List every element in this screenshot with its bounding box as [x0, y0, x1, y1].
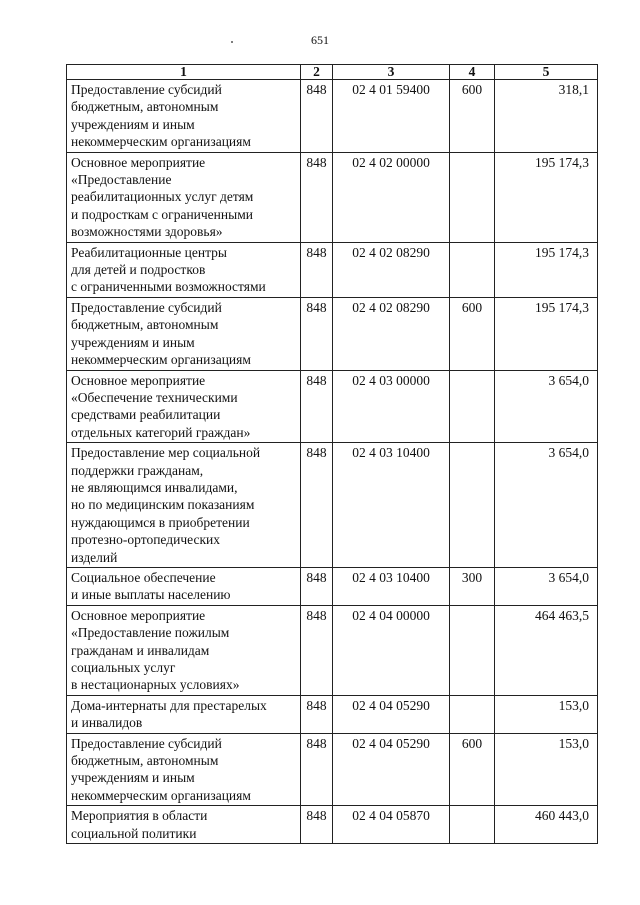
cell-expense-type	[450, 605, 495, 695]
table-row	[67, 567, 598, 605]
cell-ministry-code: 848	[301, 695, 333, 733]
header-col-3: 3	[333, 65, 450, 80]
cell-ministry-code: 848	[301, 443, 333, 568]
cell-target-article: 02 4 03 00000	[333, 370, 450, 443]
cell-amount: 3 654,0	[495, 567, 598, 605]
cell-amount: 153,0	[495, 733, 598, 806]
header-col-2: 2	[301, 65, 333, 80]
cell-target-article: 02 4 02 00000	[333, 152, 450, 242]
cell-name: Предоставление субсидий бюджетным, автономным учреждениям и иным некоммерческим организациям	[67, 297, 301, 370]
table-row	[67, 733, 598, 806]
cell-target-article: 02 4 03 10400	[333, 567, 450, 605]
page-number: 651	[311, 33, 329, 47]
table-body	[67, 80, 598, 844]
scan-dot	[231, 41, 233, 43]
table-row	[67, 242, 598, 297]
cell-expense-type	[450, 806, 495, 844]
cell-ministry-code: 848	[301, 733, 333, 806]
cell-target-article: 02 4 01 59400	[333, 80, 450, 153]
cell-ministry-code: 848	[301, 806, 333, 844]
header-col-5: 5	[495, 65, 598, 80]
cell-expense-type	[450, 695, 495, 733]
cell-expense-type: 600	[450, 297, 495, 370]
cell-target-article: 02 4 03 10400	[333, 443, 450, 568]
table-row	[67, 152, 598, 242]
cell-name: Основное мероприятие «Предоставление реабилитационных услуг детям и подросткам с ограниченными возможностями здоровья»	[67, 152, 301, 242]
table-row	[67, 297, 598, 370]
cell-name: Реабилитационные центры для детей и подростков с ограниченными возможностями	[67, 242, 301, 297]
table-row	[67, 443, 598, 568]
cell-amount: 153,0	[495, 695, 598, 733]
cell-ministry-code: 848	[301, 297, 333, 370]
cell-target-article: 02 4 02 08290	[333, 242, 450, 297]
cell-name: Предоставление субсидий бюджетным, автономным учреждениям и иным некоммерческим организациям	[67, 733, 301, 806]
cell-name: Основное мероприятие «Обеспечение техническими средствами реабилитации отдельных категорий граждан»	[67, 370, 301, 443]
cell-target-article: 02 4 04 05290	[333, 733, 450, 806]
cell-target-article: 02 4 02 08290	[333, 297, 450, 370]
table-header-row	[67, 65, 598, 80]
table-row	[67, 370, 598, 443]
header-col-1: 1	[67, 65, 301, 80]
cell-name: Предоставление субсидий бюджетным, автономным учреждениям и иным некоммерческим организациям	[67, 80, 301, 153]
cell-amount: 3 654,0	[495, 443, 598, 568]
cell-expense-type: 300	[450, 567, 495, 605]
budget-table	[66, 64, 598, 844]
cell-amount: 195 174,3	[495, 297, 598, 370]
cell-amount: 3 654,0	[495, 370, 598, 443]
cell-expense-type	[450, 152, 495, 242]
cell-amount: 195 174,3	[495, 152, 598, 242]
cell-name: Дома-интернаты для престарелых и инвалидов	[67, 695, 301, 733]
cell-ministry-code: 848	[301, 605, 333, 695]
table-row	[67, 605, 598, 695]
cell-name: Предоставление мер социальной поддержки гражданам, не являющимся инвалидами, но по медицинским показаниям нуждающимся в приобретении протезно-ортопедических изделий	[67, 443, 301, 568]
cell-expense-type	[450, 443, 495, 568]
cell-expense-type	[450, 242, 495, 297]
cell-name: Основное мероприятие «Предоставление пожилым гражданам и инвалидам социальных услуг в нестационарных условиях»	[67, 605, 301, 695]
cell-expense-type	[450, 370, 495, 443]
table-row	[67, 806, 598, 844]
table-row	[67, 695, 598, 733]
cell-target-article: 02 4 04 00000	[333, 605, 450, 695]
cell-expense-type: 600	[450, 733, 495, 806]
cell-ministry-code: 848	[301, 152, 333, 242]
cell-amount: 318,1	[495, 80, 598, 153]
cell-ministry-code: 848	[301, 80, 333, 153]
cell-target-article: 02 4 04 05290	[333, 695, 450, 733]
cell-target-article: 02 4 04 05870	[333, 806, 450, 844]
cell-amount: 460 443,0	[495, 806, 598, 844]
cell-amount: 464 463,5	[495, 605, 598, 695]
cell-ministry-code: 848	[301, 370, 333, 443]
cell-ministry-code: 848	[301, 242, 333, 297]
cell-name: Социальное обеспечение и иные выплаты населению	[67, 567, 301, 605]
cell-amount: 195 174,3	[495, 242, 598, 297]
header-col-4: 4	[450, 65, 495, 80]
cell-expense-type: 600	[450, 80, 495, 153]
table-row	[67, 80, 598, 153]
cell-ministry-code: 848	[301, 567, 333, 605]
cell-name: Мероприятия в области социальной политики	[67, 806, 301, 844]
